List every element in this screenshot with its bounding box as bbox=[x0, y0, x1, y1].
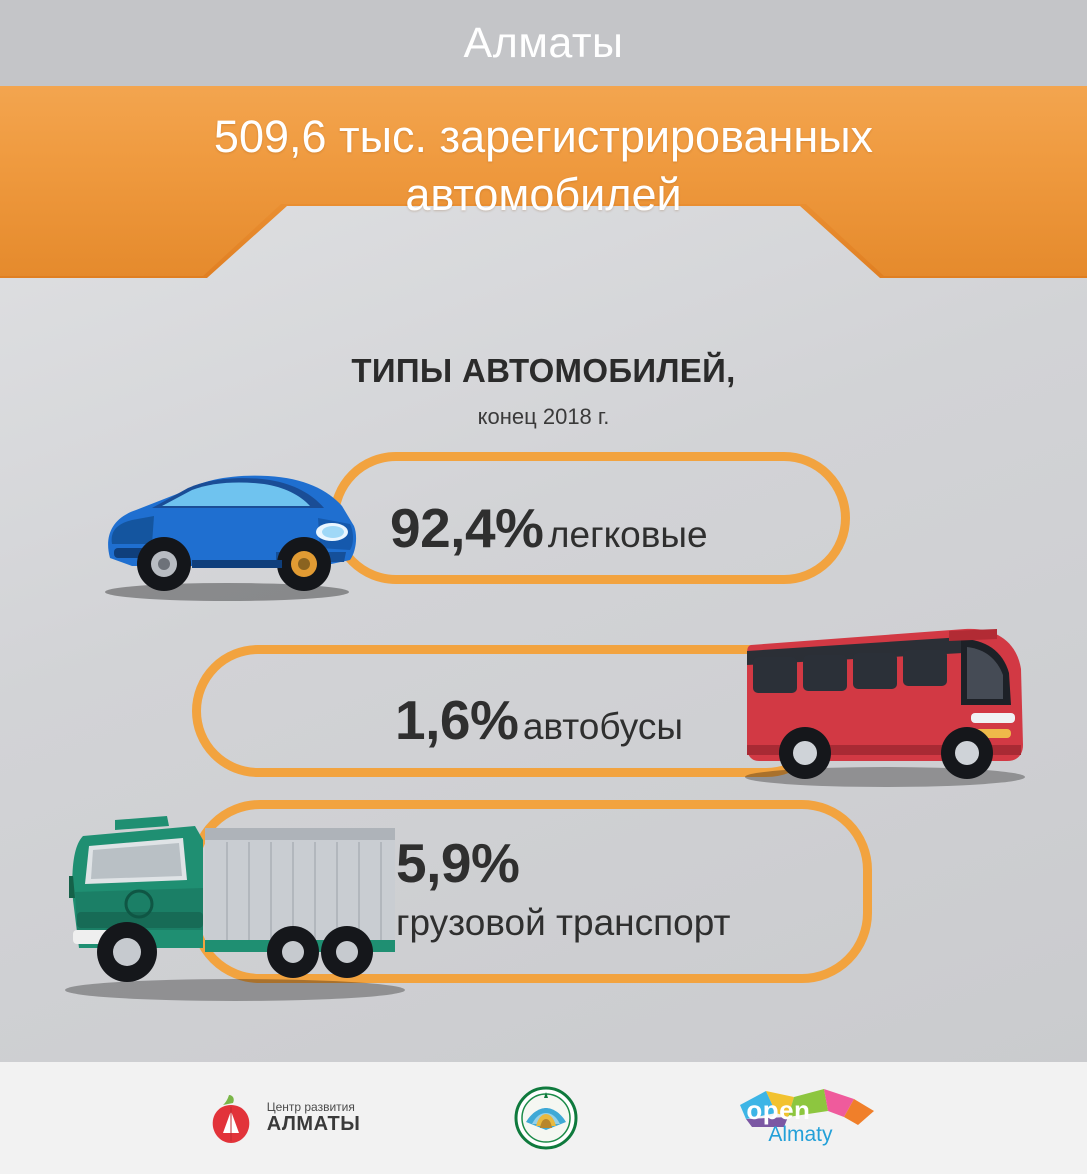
chart-row-label-buses bbox=[395, 688, 683, 752]
open-almaty-city: Almaty bbox=[768, 1123, 833, 1146]
category-buses: автобусы bbox=[522, 706, 683, 747]
bus-icon bbox=[735, 595, 1030, 800]
chart-subtitle: конец 2018 г. bbox=[477, 404, 610, 429]
centre-razvitiya-almaty-logo bbox=[205, 1089, 361, 1147]
open-almaty-word: open bbox=[746, 1095, 811, 1125]
chart-row-label-cars bbox=[390, 496, 708, 560]
car-icon bbox=[92, 440, 362, 615]
logo-line-2: АЛМАТЫ bbox=[266, 1112, 361, 1135]
logo-line-1: Центр развития bbox=[266, 1100, 355, 1115]
value-trucks: 5,9% bbox=[396, 832, 520, 894]
open-almaty-logo bbox=[732, 1087, 882, 1149]
chart-row-label-trucks bbox=[396, 833, 730, 953]
headline-banner bbox=[0, 86, 1087, 286]
chart-title: ТИПЫ АВТОМОБИЛЕЙ, bbox=[351, 352, 736, 389]
city-emblem-icon bbox=[510, 1082, 582, 1154]
almaty-emblem-logo bbox=[510, 1082, 582, 1154]
category-trucks: грузовой транспорт bbox=[396, 902, 731, 943]
category-cars: легковые bbox=[547, 514, 708, 555]
page-title: Алматы bbox=[463, 18, 624, 67]
poster-header bbox=[0, 0, 1087, 86]
banner-headline: 509,6 тыс. зарегистрированных автомобилей bbox=[213, 111, 874, 220]
footer-logos bbox=[0, 1062, 1087, 1174]
truck-icon bbox=[55, 780, 415, 1015]
apple-logo-icon bbox=[205, 1089, 257, 1147]
value-buses: 1,6% bbox=[395, 689, 519, 751]
value-cars: 92,4% bbox=[390, 497, 544, 559]
